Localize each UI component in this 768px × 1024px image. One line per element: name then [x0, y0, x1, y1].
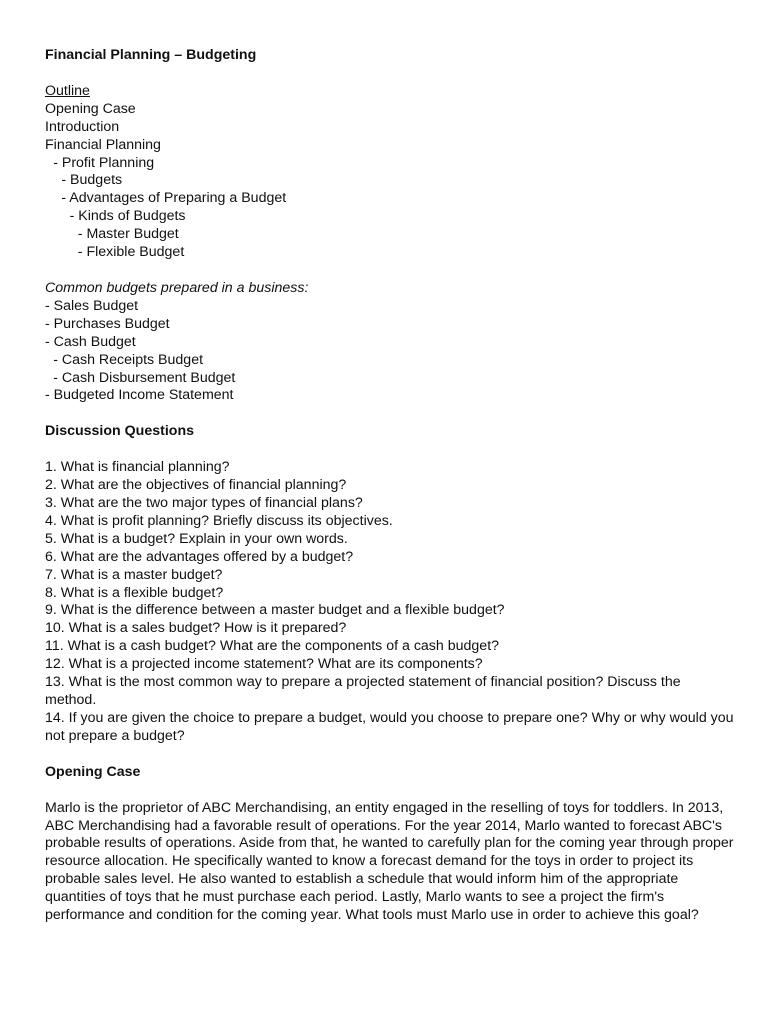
budget-list-item: - Purchases Budget [45, 315, 170, 332]
outline-item: - Kinds of Budgets [69, 208, 186, 225]
discussion-question: 6. What are the advantages offered by a budget? [45, 548, 354, 565]
opening-case-section [45, 764, 735, 925]
spacer [45, 405, 735, 423]
discussion-question: 14. If you are given the choice to prepare a budget, would you choose to prepare one? Why or why would you not prepare a budget? [45, 709, 734, 744]
outline-list [45, 101, 735, 262]
discussion-question: 13. What is the most common way to prepare a projected statement of financial position? Discuss the method. [45, 674, 681, 708]
outline-item: - Advantages of Preparing a Budget [61, 190, 287, 207]
outline-item: Introduction [45, 118, 120, 135]
discussion-question: 7. What is a master budget? [45, 566, 223, 583]
common-budgets-heading: Common budgets prepared in a business: [45, 279, 309, 296]
outline-heading: Outline [45, 82, 90, 99]
document-page [45, 47, 735, 925]
budget-list-item: - Cash Budget [45, 333, 136, 350]
discussion-question: 12. What is a projected income statement? What are its components? [45, 656, 483, 673]
outline-item: - Master Budget [77, 226, 179, 243]
spacer [45, 65, 735, 83]
spacer [45, 746, 735, 764]
budget-list-item: - Budgeted Income Statement [45, 387, 234, 404]
outline-item: - Budgets [61, 172, 123, 189]
discussion-section [45, 423, 735, 745]
discussion-question: 2. What are the objectives of financial planning? [45, 477, 347, 494]
discussion-question: 3. What are the two major types of financial plans? [45, 495, 363, 512]
discussion-question: 8. What is a flexible budget? [45, 584, 224, 601]
outline-item: Opening Case [45, 100, 136, 117]
opening-case-paragraph: Marlo is the proprietor of ABC Merchandising, an entity engaged in the reselling of toys for toddlers. In 2013, ABC Merchandising had a favorable result of operations. For the year 2014, Marlo wanted to forecast ABC's probable results of operations. Aside from that, he wanted to carefully plan for the coming year through proper resource allocation. He specifically wanted to know a forecast demand for the toys in order to project its probable sales level. He also wanted to establish a schedule that would inform him of the appropriate quantities of toys that he must purchase each period. Lastly, Marlo wants to see a project the firm's performance and condition for the coming year. What tools must Marlo use in order to achieve this goal? [45, 799, 734, 924]
discussion-question: 1. What is financial planning? [45, 459, 230, 476]
document-title: Financial Planning – Budgeting [45, 47, 257, 63]
outline-item: - Profit Planning [53, 154, 155, 171]
discussion-heading: Discussion Questions [45, 423, 195, 440]
discussion-question: 9. What is the difference between a master budget and a flexible budget? [45, 602, 505, 619]
opening-case-heading: Opening Case [45, 763, 141, 780]
discussion-question: 5. What is a budget? Explain in your own words. [45, 530, 348, 547]
budget-list-item: - Cash Receipts Budget [53, 351, 204, 368]
common-budgets-section [45, 280, 735, 405]
budget-list-item: - Cash Disbursement Budget [53, 369, 236, 386]
discussion-questions-list [45, 459, 735, 746]
discussion-question: 10. What is a sales budget? How is it prepared? [45, 620, 347, 637]
common-budgets-list [45, 298, 735, 405]
discussion-question: 11. What is a cash budget? What are the components of a cash budget? [45, 638, 500, 655]
discussion-question: 4. What is profit planning? Briefly discuss its objectives. [45, 512, 393, 529]
spacer [45, 262, 735, 280]
spacer [45, 441, 735, 459]
spacer [45, 782, 735, 800]
outline-item: Financial Planning [45, 136, 161, 153]
outline-section [45, 83, 735, 262]
outline-item: - Flexible Budget [77, 244, 185, 261]
budget-list-item: - Sales Budget [45, 297, 139, 314]
